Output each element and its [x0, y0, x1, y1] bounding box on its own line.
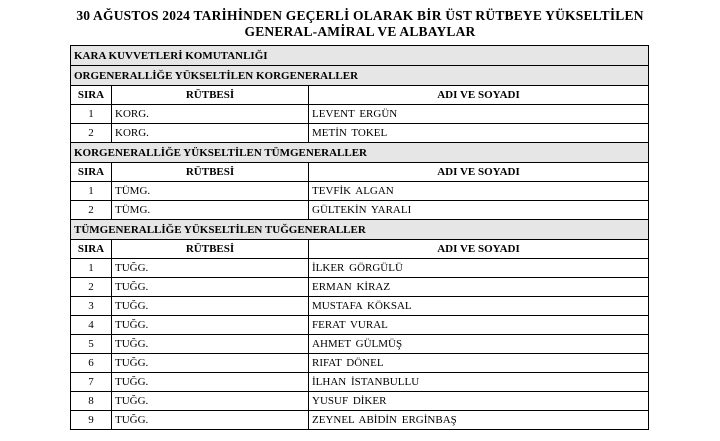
section-heading-row [71, 66, 649, 86]
row-rank: KORG. [112, 105, 309, 124]
row-full-name: ZEYNEL ABİDİN ERGİNBAŞ [309, 411, 649, 430]
table-row [71, 335, 649, 354]
row-number: 1 [71, 105, 112, 124]
table-row [71, 259, 649, 278]
column-header-name: ADI VE SOYADI [309, 86, 649, 105]
row-number: 2 [71, 278, 112, 297]
title-line-1: 30 AĞUSTOS 2024 TARİHİNDEN GEÇERLİ OLARAK BİR ÜST RÜTBEYE YÜKSELTİLEN [76, 8, 644, 23]
row-rank: TUĞG. [112, 354, 309, 373]
row-full-name: YUSUF DİKER [309, 392, 649, 411]
table-row [71, 392, 649, 411]
row-full-name: İLHAN İSTANBULLU [309, 373, 649, 392]
row-number: 9 [71, 411, 112, 430]
table-row [71, 354, 649, 373]
row-rank: TUĞG. [112, 411, 309, 430]
title-line-2: GENERAL-AMİRAL VE ALBAYLAR [244, 24, 476, 39]
table-row [71, 411, 649, 430]
row-full-name: İLKER GÖRGÜLÜ [309, 259, 649, 278]
promotion-table [70, 45, 649, 430]
column-header-row [71, 240, 649, 259]
column-header-rutbe: RÜTBESİ [112, 240, 309, 259]
table-row [71, 105, 649, 124]
table-row [71, 316, 649, 335]
command-name: KARA KUVVETLERİ KOMUTANLIĞI [71, 46, 649, 66]
section-heading: ORGENERALLİĞE YÜKSELTİLEN KORGENERALLER [71, 66, 649, 86]
row-number: 6 [71, 354, 112, 373]
row-rank: TUĞG. [112, 373, 309, 392]
row-rank: TUĞG. [112, 259, 309, 278]
row-full-name: AHMET GÜLMÜŞ [309, 335, 649, 354]
column-header-name: ADI VE SOYADI [309, 163, 649, 182]
row-rank: KORG. [112, 124, 309, 143]
section-heading: KORGENERALLİĞE YÜKSELTİLEN TÜMGENERALLER [71, 143, 649, 163]
row-full-name: ERMAN KİRAZ [309, 278, 649, 297]
row-rank: TUĞG. [112, 297, 309, 316]
command-row [71, 46, 649, 66]
row-full-name: TEVFİK ALGAN [309, 182, 649, 201]
column-header-row [71, 86, 649, 105]
section-heading-row [71, 143, 649, 163]
row-rank: TÜMG. [112, 182, 309, 201]
row-number: 2 [71, 124, 112, 143]
table-row [71, 297, 649, 316]
row-number: 4 [71, 316, 112, 335]
row-full-name: MUSTAFA KÖKSAL [309, 297, 649, 316]
column-header-rutbe: RÜTBESİ [112, 86, 309, 105]
row-number: 1 [71, 259, 112, 278]
column-header-sira: SIRA [71, 240, 112, 259]
row-full-name: LEVENT ERGÜN [309, 105, 649, 124]
row-number: 1 [71, 182, 112, 201]
row-rank: TUĞG. [112, 278, 309, 297]
table-row [71, 182, 649, 201]
row-number: 7 [71, 373, 112, 392]
row-rank: TUĞG. [112, 316, 309, 335]
row-rank: TUĞG. [112, 392, 309, 411]
column-header-name: ADI VE SOYADI [309, 240, 649, 259]
column-header-sira: SIRA [71, 86, 112, 105]
table-row [71, 278, 649, 297]
table-row [71, 373, 649, 392]
row-number: 5 [71, 335, 112, 354]
row-full-name: METİN TOKEL [309, 124, 649, 143]
row-full-name: GÜLTEKİN YARALI [309, 201, 649, 220]
section-heading: TÜMGENERALLİĞE YÜKSELTİLEN TUĞGENERALLER [71, 220, 649, 240]
column-header-sira: SIRA [71, 163, 112, 182]
table-row [71, 124, 649, 143]
column-header-row [71, 163, 649, 182]
promotion-table-body [71, 46, 649, 430]
table-row [71, 201, 649, 220]
section-heading-row [71, 220, 649, 240]
row-number: 8 [71, 392, 112, 411]
row-number: 2 [71, 201, 112, 220]
row-rank: TÜMG. [112, 201, 309, 220]
row-rank: TUĞG. [112, 335, 309, 354]
column-header-rutbe: RÜTBESİ [112, 163, 309, 182]
document-title [0, 8, 720, 40]
row-number: 3 [71, 297, 112, 316]
row-full-name: FERAT VURAL [309, 316, 649, 335]
row-full-name: RIFAT DÖNEL [309, 354, 649, 373]
